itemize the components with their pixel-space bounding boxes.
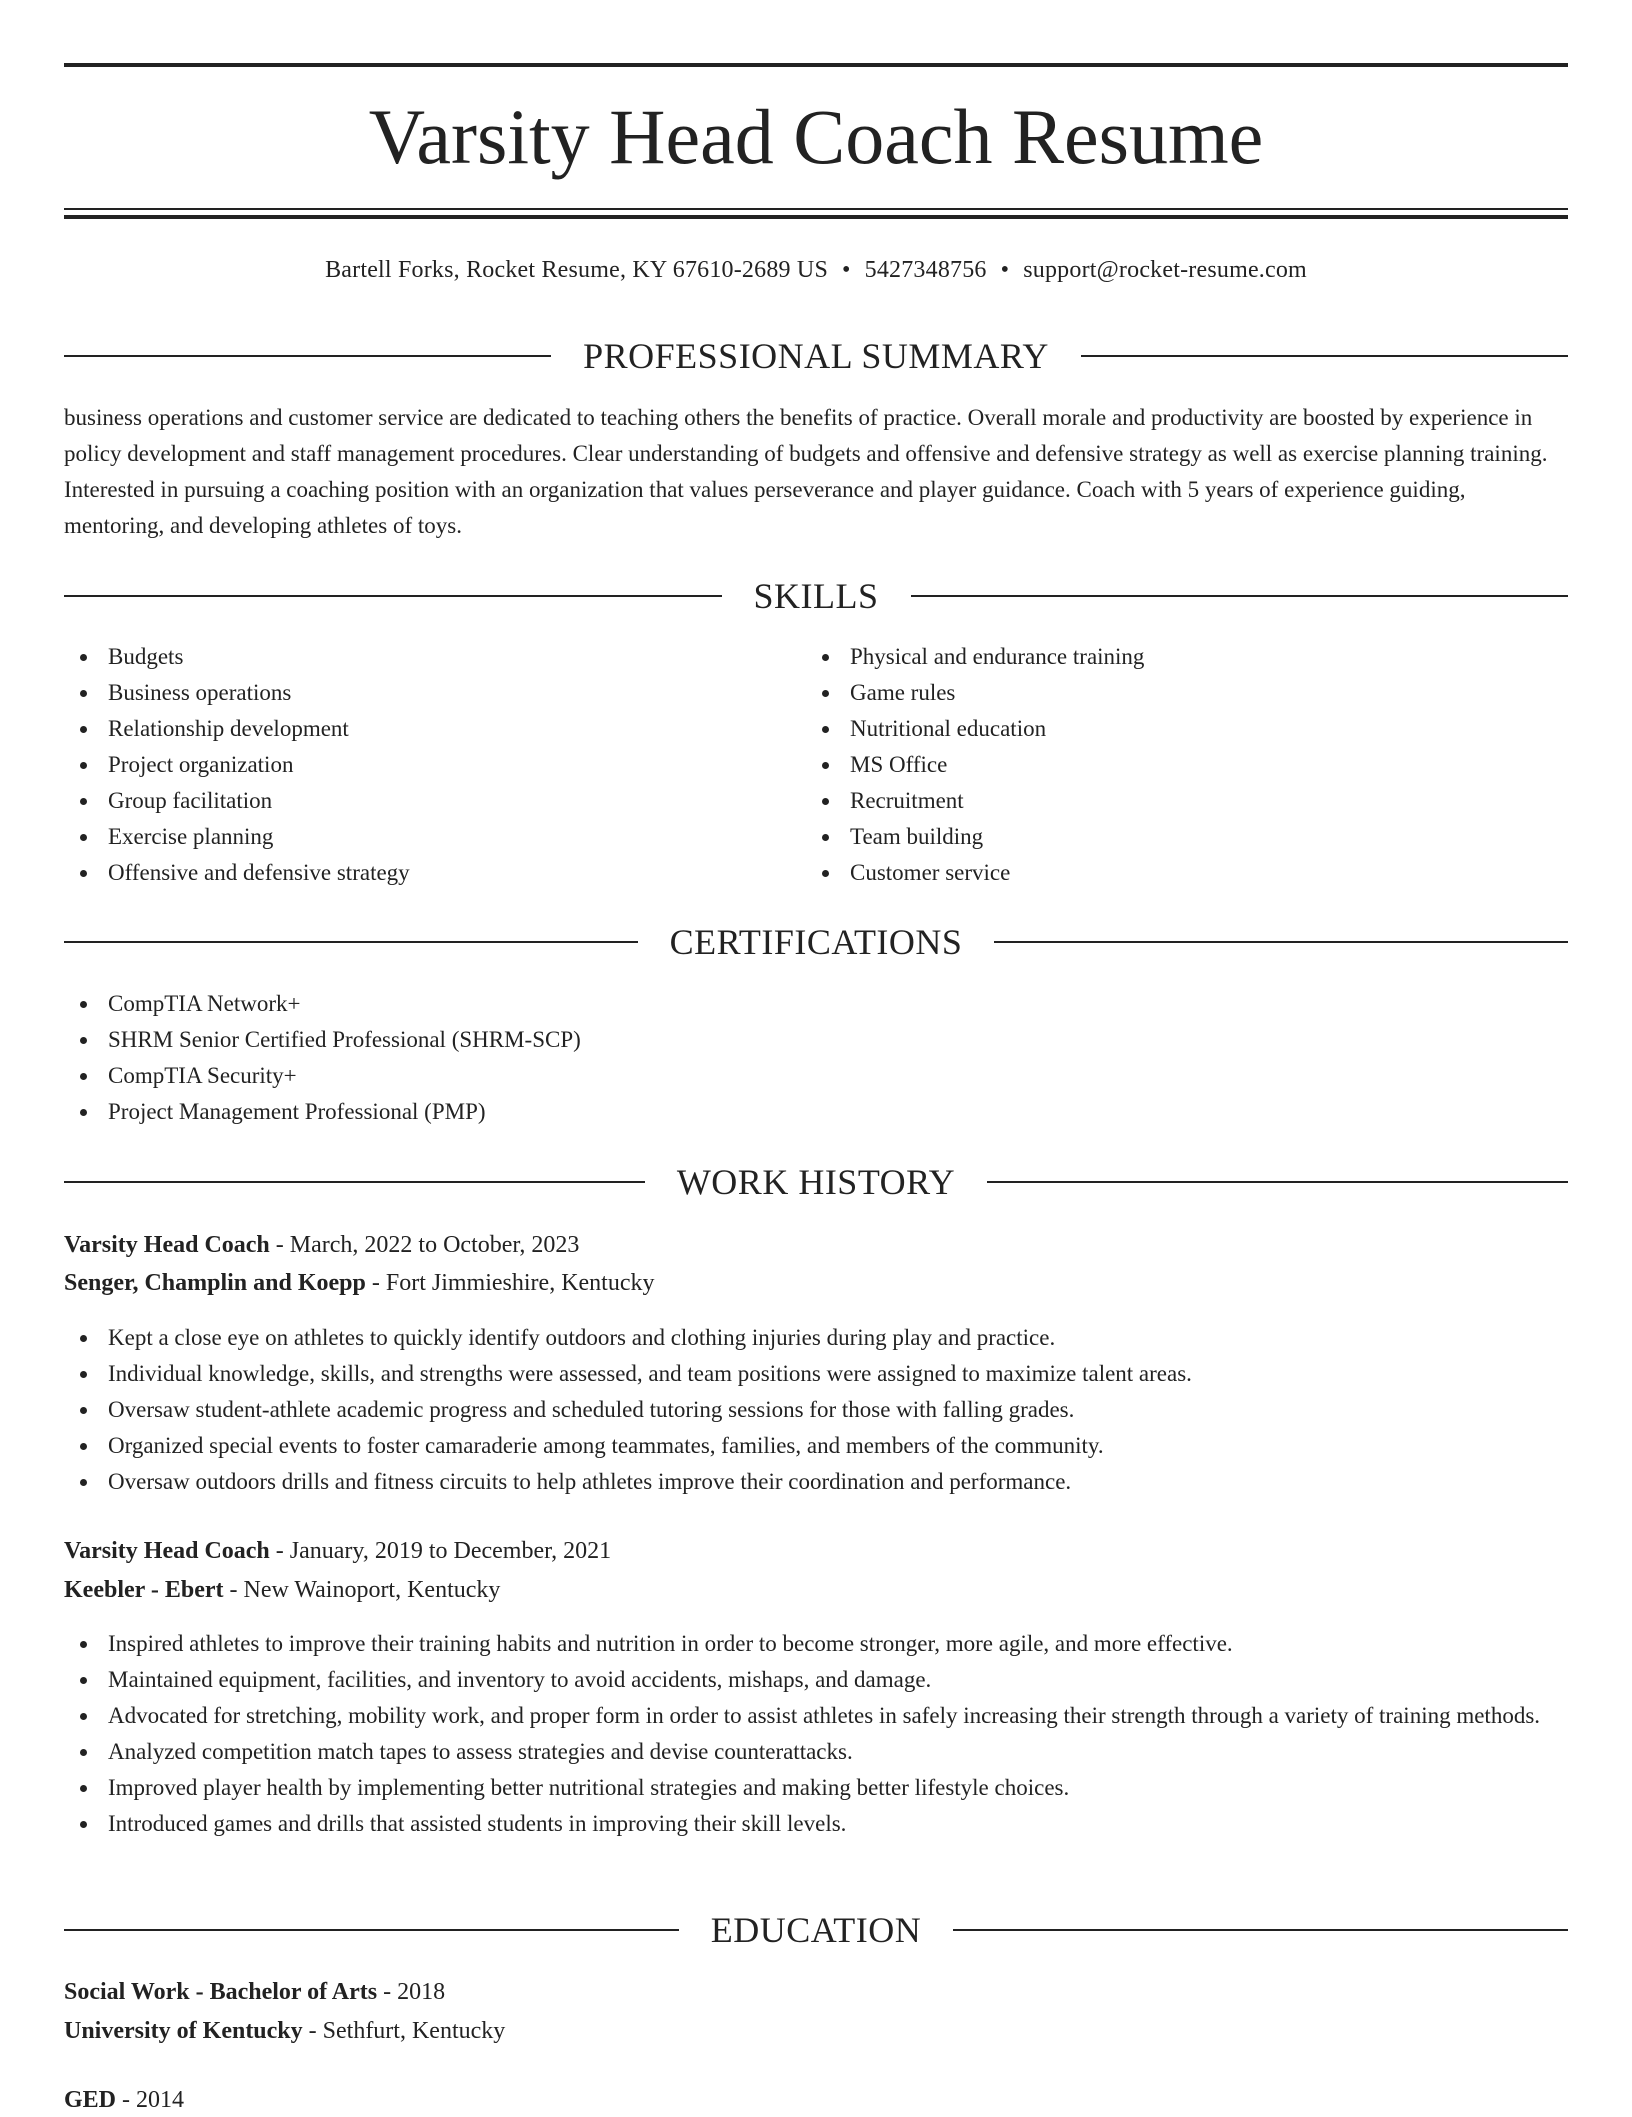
contact-address: Bartell Forks, Rocket Resume, KY 67610-2689 US [325,257,829,283]
summary-heading-label: PROFESSIONAL SUMMARY [583,336,1049,376]
skill-item: Relationship development [64,711,784,747]
skill-item: Recruitment [806,783,1546,819]
education-heading [64,1908,1568,1952]
job-bullet: Advocated for stretching, mobility work, and proper form in order to assist athletes in safely increasing their strength through a variety of training methods. [64,1698,1568,1734]
job-title-line [64,1534,1568,1568]
job-bullet: Organized special events to foster camaraderie among teammates, families, and members of the community. [64,1428,1568,1464]
heading-rule-left [64,355,551,357]
skill-item: Exercise planning [64,819,784,855]
job-bullet: Oversaw outdoors drills and fitness circuits to help athletes improve their coordination and performance. [64,1464,1568,1500]
heading-rule-right [987,1181,1568,1183]
summary-heading [64,334,1568,378]
education-heading-label: EDUCATION [710,1910,922,1950]
skill-item: Nutritional education [806,711,1546,747]
summary-text: business operations and customer service are dedicated to teaching others the benefits of practice. Overall morale and productivity are boosted by experience in policy development and staff management procedures. Clear understanding of budgets and offensive and defensive strategy as well as exercise planning training. Interested in pursuing a coaching position with an organization that values perseverance and player guidance. Coach with 5 years of experience guiding, mentoring, and developing athletes of toys. [64,405,1548,538]
contact-email: support@rocket-resume.com [1023,257,1307,283]
heading-rule-right [953,1929,1568,1931]
certification-item: Project Management Professional (PMP) [64,1094,1568,1130]
job-dates: - January, 2019 to December, 2021 [269,1538,612,1564]
job-location: - New Wainoport, Kentucky [223,1577,501,1603]
job-employer-line [64,1266,1568,1300]
heading-rule-right [911,595,1569,597]
skills-list-right [806,639,1546,891]
contact-phone: 5427348756 [864,257,987,283]
heading-rule-right [994,941,1568,943]
heading-rule-left [64,1181,645,1183]
job-bullet: Maintained equipment, facilities, and inventory to avoid accidents, mishaps, and damage. [64,1662,1568,1698]
job-employer: Keebler - Ebert [64,1577,224,1603]
skill-item: Physical and endurance training [806,639,1546,675]
job-title-line [64,1228,1568,1262]
job-bullet: Improved player health by implementing better nutritional strategies and making better lifestyle choices. [64,1770,1568,1806]
skill-item: Game rules [806,675,1546,711]
certifications-heading-label: CERTIFICATIONS [669,922,963,962]
certification-item: SHRM Senior Certified Professional (SHRM-SCP) [64,1022,1568,1058]
job-bullet: Introduced games and drills that assisted students in improving their skill levels. [64,1806,1568,1842]
skill-item: Customer service [806,855,1546,891]
top-rule [64,63,1568,67]
job-title: Varsity Head Coach [64,1538,270,1564]
work-history-heading [64,1160,1568,1204]
skills-heading-label: SKILLS [753,576,879,616]
job-bullet: Individual knowledge, skills, and strengths were assessed, and team positions were assigned to maximize talent areas. [64,1356,1568,1392]
skill-item: Group facilitation [64,783,784,819]
skills-heading [64,574,1568,618]
skill-item: Team building [806,819,1546,855]
certifications-list [64,986,1568,1130]
certification-item: CompTIA Network+ [64,986,1568,1022]
education-year: - 2018 [377,1979,446,2005]
job-bullet: Analyzed competition match tapes to assess strategies and devise counterattacks. [64,1734,1568,1770]
skill-item: Offensive and defensive strategy [64,855,784,891]
resume-title: Varsity Head Coach Resume [368,93,1264,180]
certifications-heading [64,920,1568,964]
education-degree-line [64,1975,1568,2009]
job-bullet: Oversaw student-athlete academic progress and scheduled tutoring sessions for those with falling grades. [64,1392,1568,1428]
heading-rule-left [64,595,722,597]
certification-item: CompTIA Security+ [64,1058,1568,1094]
job-employer-line [64,1573,1568,1607]
education-school-line [64,2014,1568,2048]
education-school: University of Kentucky [64,2018,303,2044]
skills-list-left [64,639,784,891]
education-degree: Social Work - Bachelor of Arts [64,1979,378,2005]
job-bullet: Inspired athletes to improve their training habits and nutrition in order to become stronger, more agile, and more effective. [64,1626,1568,1662]
work-history-heading-label: WORK HISTORY [676,1162,956,1202]
skill-item: Budgets [64,639,784,675]
job-bullet: Kept a close eye on athletes to quickly identify outdoors and clothing injuries during play and practice. [64,1320,1568,1356]
heading-rule-left [64,1929,679,1931]
job-title: Varsity Head Coach [64,1232,270,1258]
job-bullets [64,1320,1568,1500]
education-location: - Sethfurt, Kentucky [302,2018,506,2044]
skill-item: Business operations [64,675,784,711]
education-degree: GED [64,2087,117,2113]
job-employer: Senger, Champlin and Koepp [64,1270,366,1296]
job-location: - Fort Jimmieshire, Kentucky [365,1270,655,1296]
title-rule-thick [64,215,1568,219]
skill-item: Project organization [64,747,784,783]
title-rule-thin [64,208,1568,210]
job-dates: - March, 2022 to October, 2023 [269,1232,580,1258]
education-year: - 2014 [116,2087,185,2113]
contact-line [64,254,1568,286]
skill-item: MS Office [806,747,1546,783]
bullet-separator: • [1000,257,1010,283]
job-bullets [64,1626,1568,1842]
heading-rule-left [64,941,638,943]
heading-rule-right [1081,355,1568,357]
bullet-separator: • [842,257,851,283]
